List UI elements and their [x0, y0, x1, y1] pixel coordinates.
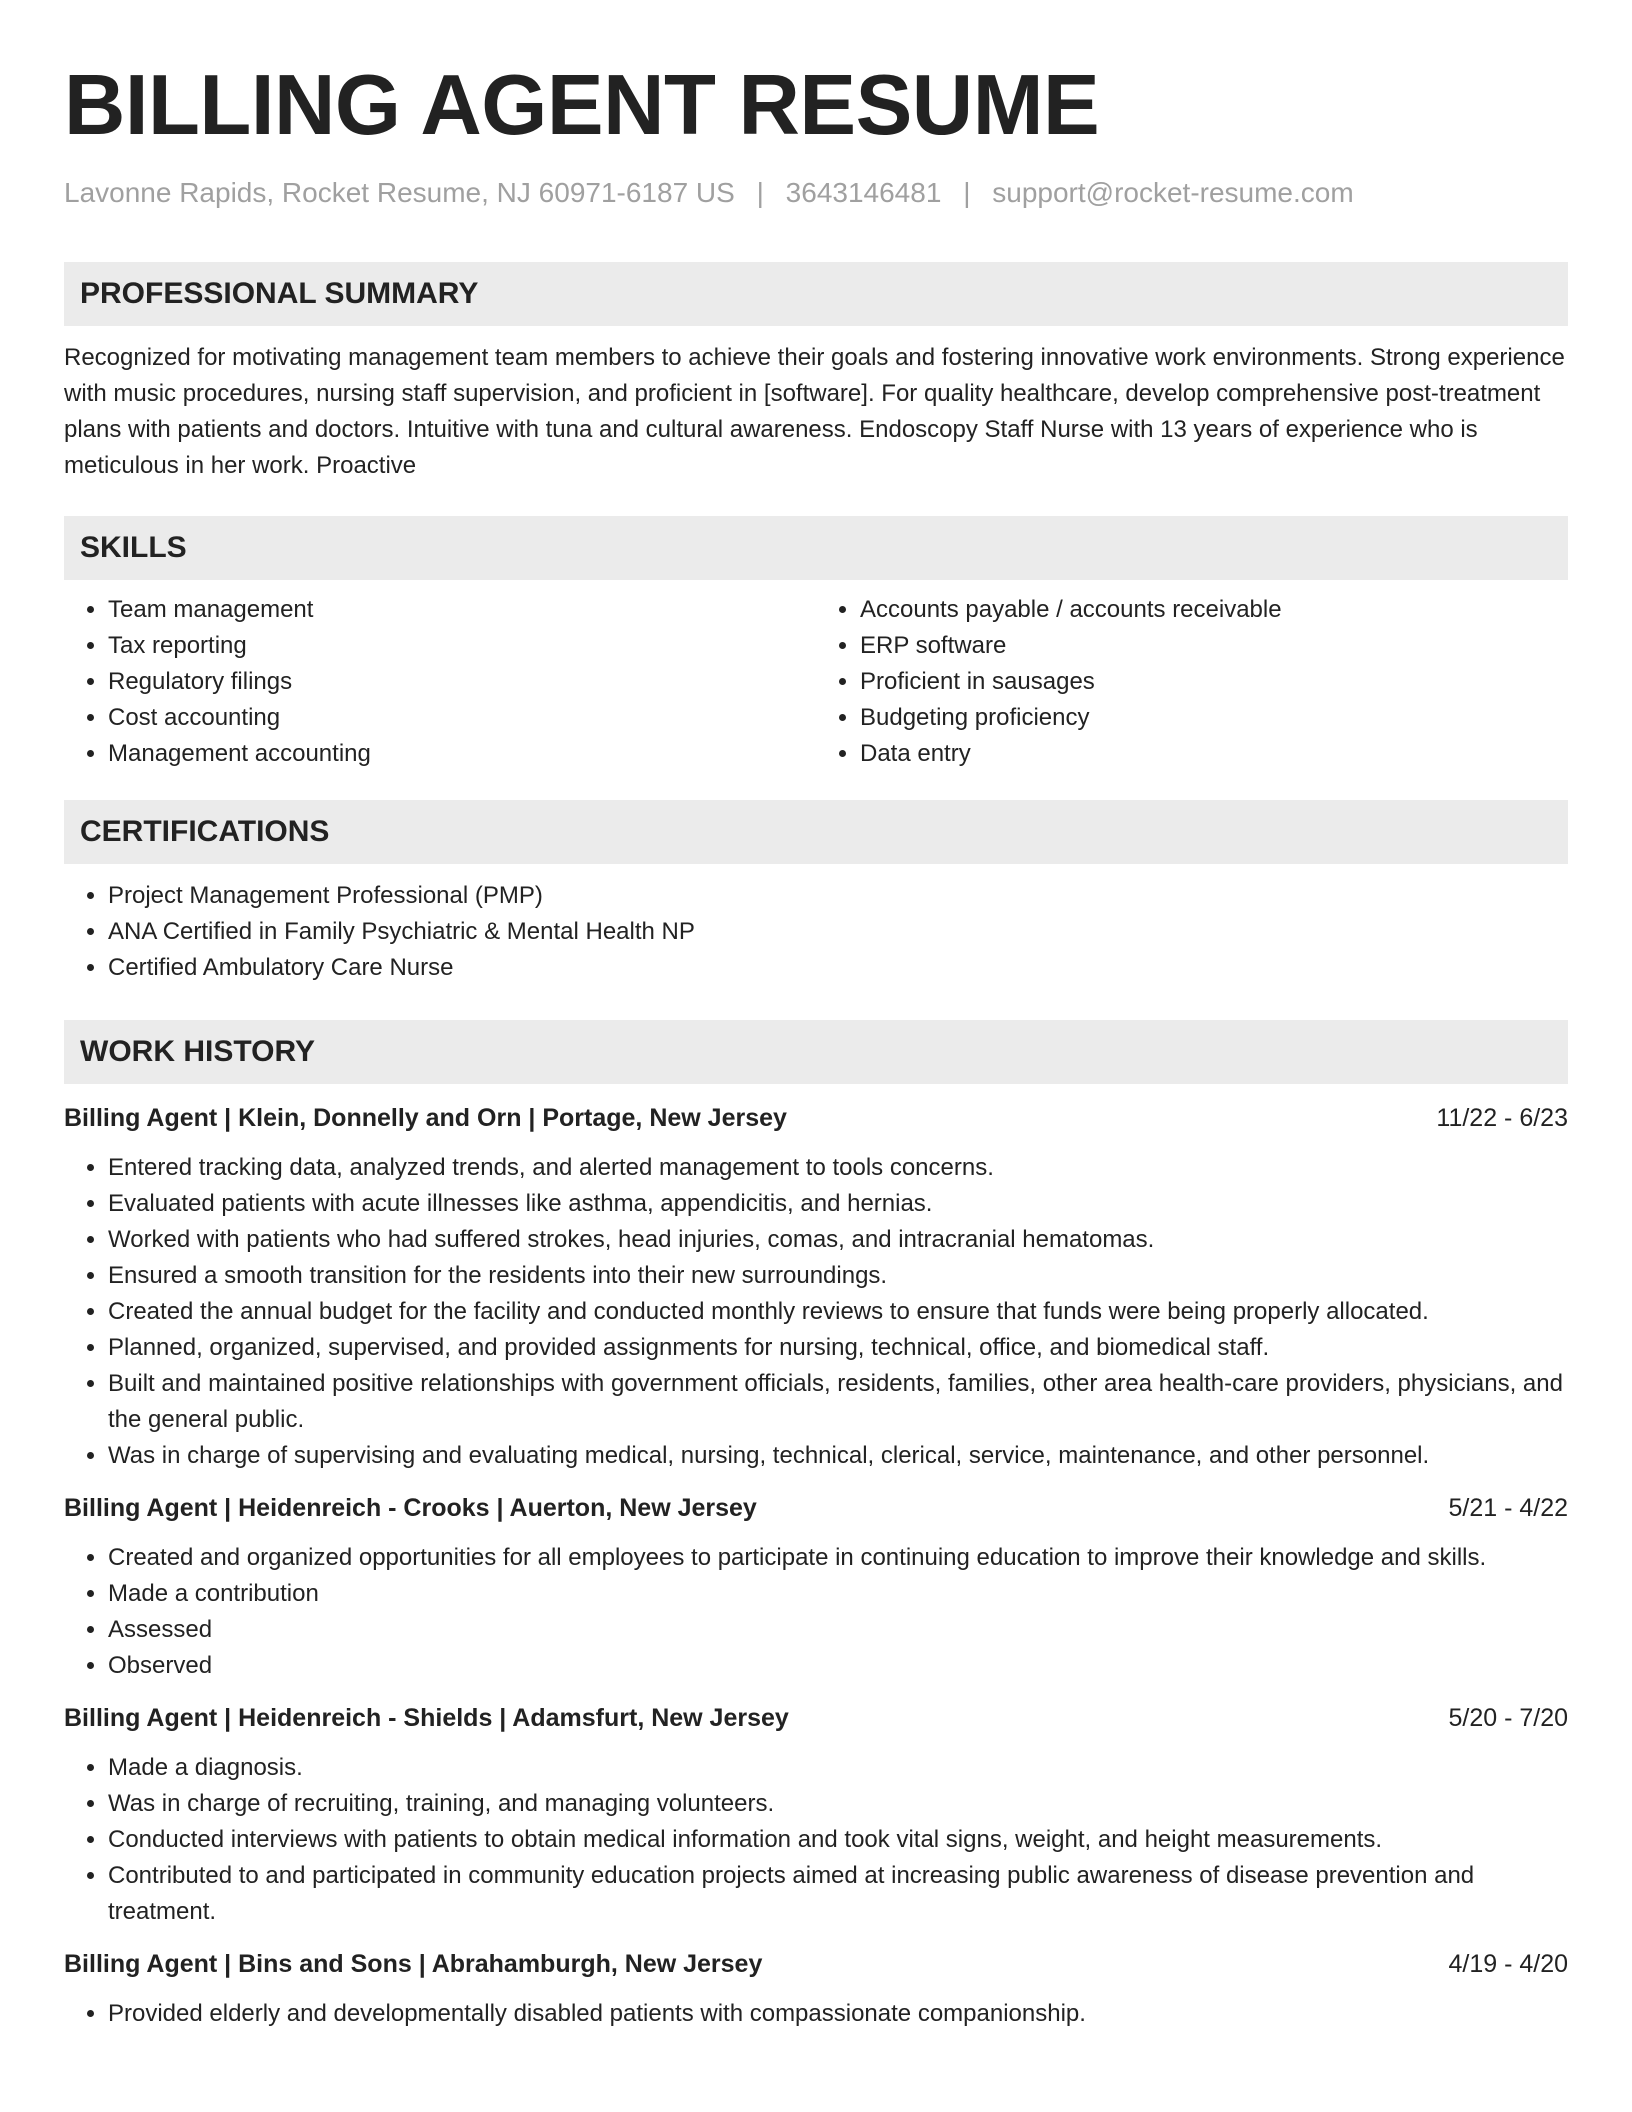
job-bullet: • Worked with patients who had suffered strokes, head injuries, comas, and intracranial hematomas. — [108, 1222, 1568, 1258]
job-title: Billing Agent | Bins and Sons | Abrahamburgh, New Jersey — [64, 1950, 763, 1978]
job-entry — [64, 1946, 1568, 2032]
skills-heading: SKILLS — [64, 516, 1568, 580]
work-history-heading: WORK HISTORY — [64, 1020, 1568, 1084]
job-bullet: • Built and maintained positive relationships with government officials, residents, families, other area health-care providers, physicians, and the general public. — [108, 1366, 1568, 1438]
job-bullet: • Conducted interviews with patients to obtain medical information and took vital signs, weight, and height measurements. — [108, 1822, 1568, 1858]
contact-separator: | — [963, 177, 971, 208]
job-dates: 11/22 - 6/23 — [1436, 1104, 1568, 1132]
job-title: Billing Agent | Klein, Donnelly and Orn | Portage, New Jersey — [64, 1104, 787, 1132]
job-bullets — [64, 1150, 1568, 1474]
job-bullet: • Planned, organized, supervised, and provided assignments for nursing, technical, office, and biomedical staff. — [108, 1330, 1568, 1366]
contact-email: support@rocket-resume.com — [992, 177, 1354, 208]
job-title: Billing Agent | Heidenreich - Shields | Adamsfurt, New Jersey — [64, 1704, 789, 1732]
skills-columns — [64, 592, 1568, 772]
job-bullet: • Evaluated patients with acute illnesses like asthma, appendicitis, and hernias. — [108, 1186, 1568, 1222]
job-bullet: • Observed — [108, 1648, 1568, 1684]
contact-line — [64, 176, 1568, 210]
job-bullet: • Created and organized opportunities for all employees to participate in continuing education to improve their knowledge and skills. — [108, 1540, 1568, 1576]
skill-item: • Tax reporting — [108, 628, 816, 664]
job-title: Billing Agent | Heidenreich - Crooks | Auerton, New Jersey — [64, 1494, 757, 1522]
skills-left-list — [64, 592, 816, 772]
job-header — [64, 1100, 1568, 1136]
job-dates: 5/21 - 4/22 — [1448, 1494, 1568, 1522]
job-bullets — [64, 1996, 1568, 2032]
summary-text: Recognized for motivating management team members to achieve their goals and fostering innovative work environments. Strong experience with music procedures, nursing staff supervision, and proficient in [software]. For quality healthcare, develop comprehensive post-treatment plans with patients and doctors. Intuitive with tuna and cultural awareness. Endoscopy Staff Nurse with 13 years of experience who is meticulous in her work. Proactive — [64, 344, 1565, 479]
job-entry — [64, 1490, 1568, 1684]
job-header — [64, 1490, 1568, 1526]
job-bullet: • Was in charge of recruiting, training, and managing volunteers. — [108, 1786, 1568, 1822]
skill-item: • Cost accounting — [108, 700, 816, 736]
job-bullet: • Made a contribution — [108, 1576, 1568, 1612]
contact-address: Lavonne Rapids, Rocket Resume, NJ 60971-6187 US — [64, 177, 735, 208]
job-bullet: • Provided elderly and developmentally disabled patients with compassionate companionship. — [108, 1996, 1568, 2032]
skill-item: • Data entry — [860, 736, 1568, 772]
job-dates: 4/19 - 4/20 — [1448, 1950, 1568, 1978]
certification-item: • Project Management Professional (PMP) — [108, 878, 1568, 914]
job-header — [64, 1700, 1568, 1736]
skill-item: • Budgeting proficiency — [860, 700, 1568, 736]
skill-item: • Accounts payable / accounts receivable — [860, 592, 1568, 628]
job-bullet: • Contributed to and participated in community education projects aimed at increasing public awareness of disease prevention and treatment. — [108, 1858, 1568, 1930]
job-entry — [64, 1700, 1568, 1930]
certifications-list — [64, 878, 1568, 986]
skill-item: • Management accounting — [108, 736, 816, 772]
contact-phone: 3643146481 — [785, 177, 942, 208]
skills-right-list — [816, 592, 1568, 772]
job-bullet: • Created the annual budget for the facility and conducted monthly reviews to ensure that funds were being properly allocated. — [108, 1294, 1568, 1330]
job-bullet: • Made a diagnosis. — [108, 1750, 1568, 1786]
job-header — [64, 1946, 1568, 1982]
job-bullet: • Assessed — [108, 1612, 1568, 1648]
skill-item: • Regulatory filings — [108, 664, 816, 700]
job-bullet: • Entered tracking data, analyzed trends, and alerted management to tools concerns. — [108, 1150, 1568, 1186]
resume-title: BILLING AGENT RESUME — [64, 58, 1100, 153]
certification-item: • ANA Certified in Family Psychiatric & Mental Health NP — [108, 914, 1568, 950]
job-bullet: • Ensured a smooth transition for the residents into their new surroundings. — [108, 1258, 1568, 1294]
certifications-heading: CERTIFICATIONS — [64, 800, 1568, 864]
job-bullet: • Was in charge of supervising and evaluating medical, nursing, technical, clerical, service, maintenance, and other personnel. — [108, 1438, 1568, 1474]
summary-heading: PROFESSIONAL SUMMARY — [64, 262, 1568, 326]
skill-item: • Proficient in sausages — [860, 664, 1568, 700]
job-bullets — [64, 1540, 1568, 1684]
job-bullets — [64, 1750, 1568, 1930]
skill-item: • ERP software — [860, 628, 1568, 664]
job-entry — [64, 1100, 1568, 1474]
contact-separator: | — [756, 177, 764, 208]
certification-item: • Certified Ambulatory Care Nurse — [108, 950, 1568, 986]
skill-item: • Team management — [108, 592, 816, 628]
job-dates: 5/20 - 7/20 — [1448, 1704, 1568, 1732]
